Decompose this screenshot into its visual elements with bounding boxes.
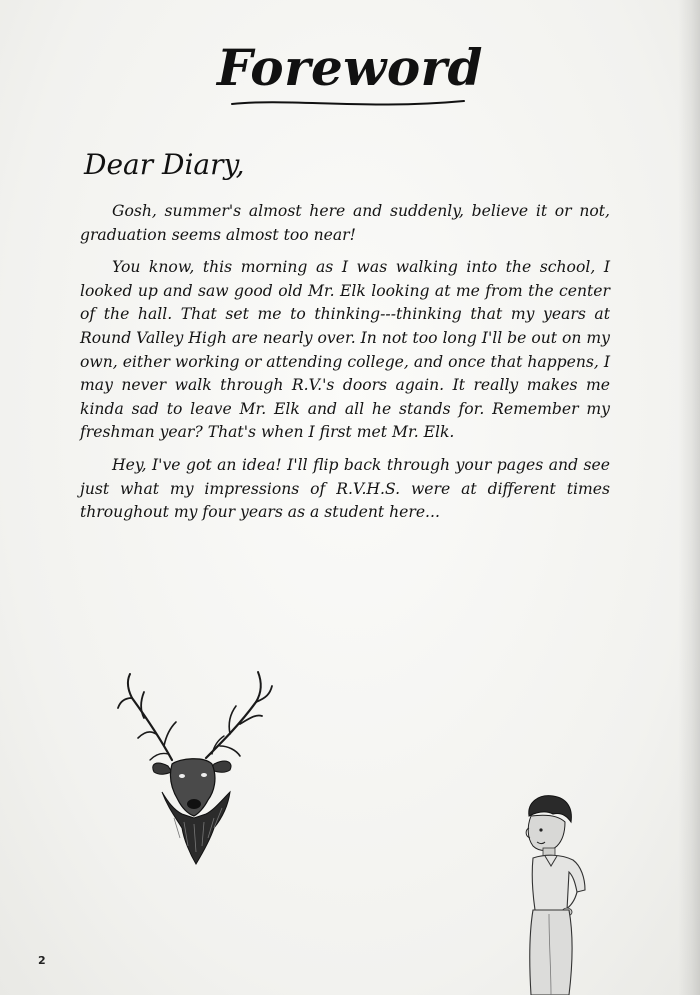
- salutation: Dear Diary,: [84, 148, 245, 181]
- paragraph-2: You know, this morning as I was walking into the school, I looked up and saw good old Mr. Elk looking at me from the center of the hall. That set me to thinking---thinking that my years at Round Valley High are nearly over. In not too long I'll be out on my own, either working or attending college, and once that happens, I may never walk through R.V.'s doors again. It really makes me kinda sad to leave Mr. Elk and all he stands for. Remember my freshman year? That's when I first met Mr. Elk.: [80, 258, 610, 442]
- paragraph-1: Gosh, summer's almost here and suddenly, believe it or not, graduation seems almost too near!: [80, 202, 610, 244]
- binding-shadow: [678, 0, 700, 995]
- elk-head-mount-icon: [110, 668, 280, 868]
- title-swash-icon: [228, 96, 468, 110]
- page-number: 2: [38, 954, 46, 967]
- diary-body: [80, 200, 610, 534]
- paragraph-3: Hey, I've got an idea! I'll flip back through your pages and see just what my impressions of R.V.H.S. were at different times throughout my four years as a student here...: [80, 455, 610, 522]
- page-title: Foreword: [217, 38, 483, 97]
- student-figure-icon: [505, 792, 605, 995]
